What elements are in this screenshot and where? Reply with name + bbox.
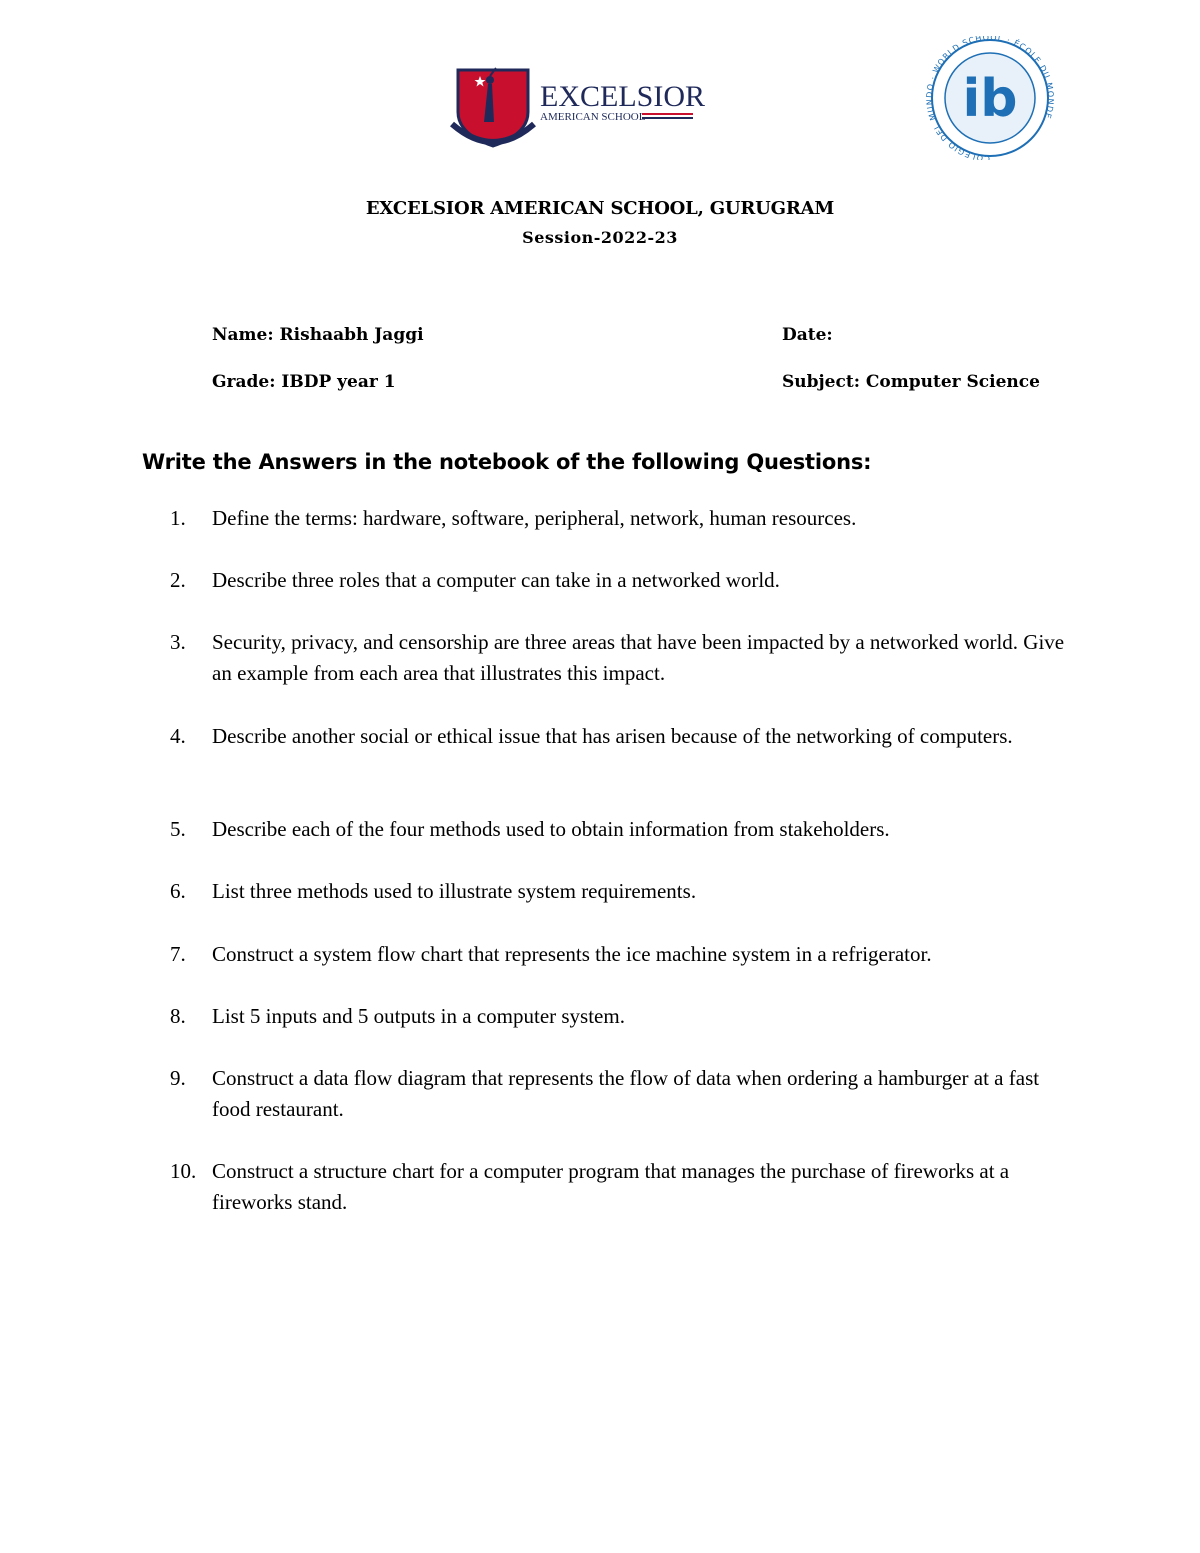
instructions-heading: Write the Answers in the notebook of the following Questions: bbox=[142, 450, 872, 474]
grade-field: Grade: IBDP year 1 bbox=[212, 372, 396, 392]
question-text: Construct a data flow diagram that represents the flow of data when ordering a hamburger at a fast food restaurant. bbox=[212, 1066, 1040, 1121]
question-item bbox=[170, 876, 1070, 907]
question-number: 2. bbox=[170, 568, 186, 592]
question-text: Describe three roles that a computer can take in a networked world. bbox=[212, 568, 780, 592]
school-logo-subtext: AMERICAN SCHOOL bbox=[540, 111, 646, 123]
question-number: 6. bbox=[170, 879, 186, 903]
school-name: EXCELSIOR AMERICAN SCHOOL, GURUGRAM bbox=[365, 198, 835, 219]
question-item bbox=[170, 565, 1070, 596]
question-number: 1. bbox=[170, 506, 186, 530]
school-logo-text: EXCELSIOR bbox=[540, 80, 705, 113]
question-text: Define the terms: hardware, software, peripheral, network, human resources. bbox=[212, 506, 857, 530]
subject-field: Subject: Computer Science bbox=[782, 372, 1040, 392]
question-text: Describe each of the four methods used to obtain information from stakeholders. bbox=[212, 817, 890, 841]
question-number: 7. bbox=[170, 942, 186, 966]
question-number: 5. bbox=[170, 817, 186, 841]
student-name: Name: Rishaabh Jaggi bbox=[212, 325, 424, 345]
question-item bbox=[170, 814, 1070, 845]
session-label: Session-2022-23 bbox=[522, 228, 678, 247]
question-item bbox=[170, 1063, 1070, 1125]
question-text: Security, privacy, and censorship are three areas that have been impacted by a networked world. Give an example from each area that illustrates this impact. bbox=[212, 630, 1065, 685]
question-number: 10. bbox=[170, 1159, 197, 1183]
question-item bbox=[170, 503, 1070, 534]
question-text: Construct a structure chart for a computer program that manages the purchase of fireworks at a fireworks stand. bbox=[212, 1159, 1010, 1214]
question-number: 3. bbox=[170, 630, 186, 654]
question-item bbox=[170, 939, 1070, 970]
question-item bbox=[170, 1156, 1070, 1218]
question-text: Construct a system flow chart that represents the ice machine system in a refrigerator. bbox=[212, 942, 932, 966]
school-logo bbox=[448, 62, 708, 152]
question-number: 8. bbox=[170, 1004, 186, 1028]
question-text: Describe another social or ethical issue that has arisen because of the networking of computers. bbox=[212, 724, 1013, 748]
ib-logo bbox=[912, 36, 1064, 160]
question-number: 4. bbox=[170, 724, 186, 748]
date-field: Date: bbox=[782, 325, 833, 345]
question-text: List three methods used to illustrate system requirements. bbox=[212, 879, 697, 903]
question-item bbox=[170, 1001, 1070, 1032]
question-item bbox=[170, 721, 1070, 752]
question-item bbox=[170, 627, 1070, 689]
question-number: 9. bbox=[170, 1066, 186, 1090]
ib-logo-text: ib bbox=[962, 69, 1018, 129]
ib-ring-text: COLEGIO DEL MUNDO · WORLD SCHOOL · ÉCOLE DU MONDE bbox=[924, 36, 1056, 160]
question-text: List 5 inputs and 5 outputs in a computer system. bbox=[212, 1004, 625, 1028]
